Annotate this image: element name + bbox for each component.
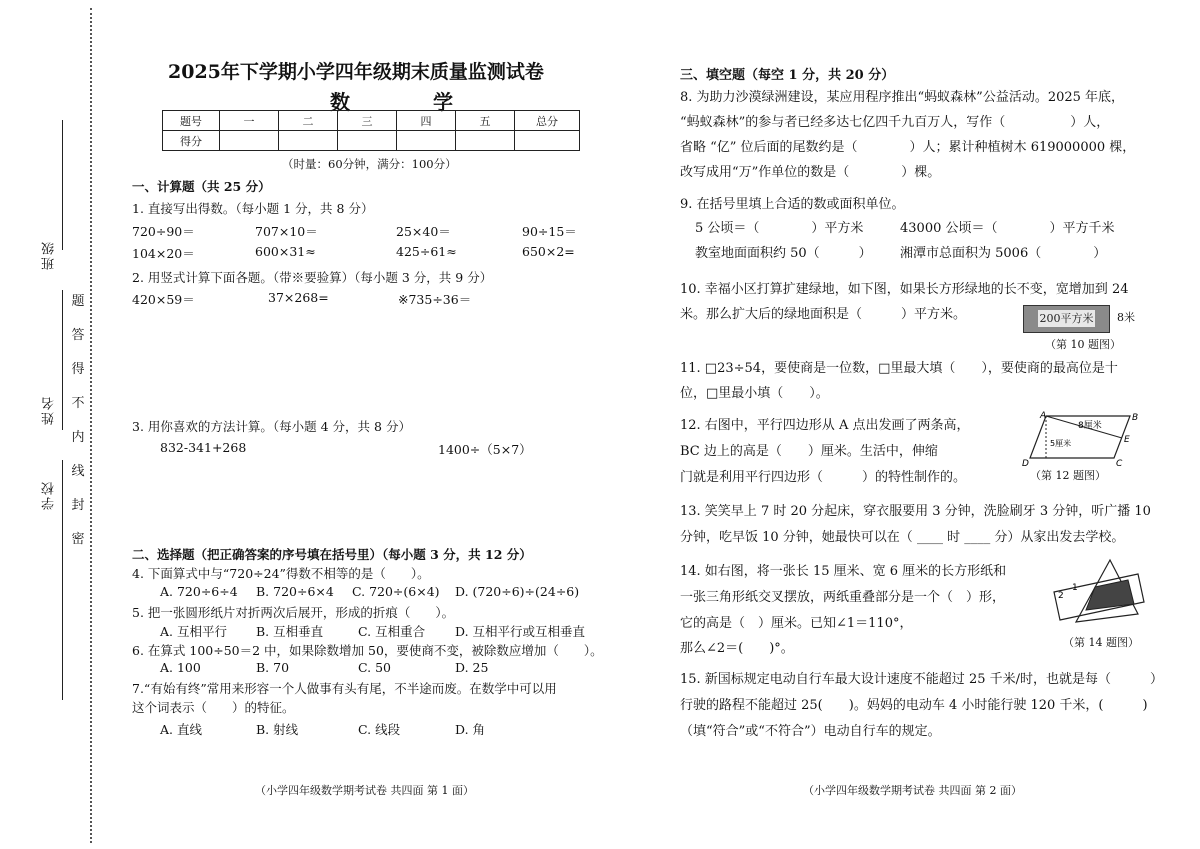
q5-option[interactable]: A. 互相平行 xyxy=(160,624,227,639)
q1-item: 25×40＝ xyxy=(396,224,451,239)
q14-overlap-figure xyxy=(1048,552,1148,627)
q8-line: 改写成用“万”作单位的数是（ ）棵。 xyxy=(680,165,941,180)
seal-char: 题 xyxy=(71,294,85,309)
seal-char: 封 xyxy=(71,498,85,513)
q10-rectangle-figure xyxy=(1023,305,1110,333)
score-cell: 五 xyxy=(456,111,515,131)
q14-line: 那么∠2＝( )°。 xyxy=(680,641,794,656)
q4-option[interactable]: B. 720÷6×4 xyxy=(256,584,334,599)
q7-option[interactable]: C. 线段 xyxy=(358,722,401,737)
q9-item: 湘潭市总面积为 5006（ ） xyxy=(900,246,1107,261)
q15-line: （填“符合”或“不符合”）电动自行车的规定。 xyxy=(680,724,941,739)
seal-char: 线 xyxy=(71,464,85,479)
q1-item: 425÷61≈ xyxy=(396,244,457,259)
q12-height-label: 5厘米 xyxy=(1050,439,1072,448)
q2-item: 37×268= xyxy=(268,290,329,305)
score-input-cell[interactable] xyxy=(279,131,338,151)
q15-line: 15. 新国标规定电动自行车最大设计速度不能超过 25 千米/时，也就是每（ ） xyxy=(680,672,1163,687)
q1-title: 1. 直接写出得数。（每小题 1 分，共 8 分） xyxy=(132,201,374,216)
score-table xyxy=(162,110,580,151)
q10-width-label: 8米 xyxy=(1117,311,1135,324)
q12-label-b: B xyxy=(1132,413,1138,423)
score-input-cell[interactable] xyxy=(220,131,279,151)
q12-caption: （第 12 题图） xyxy=(1030,469,1106,482)
score-input-cell[interactable] xyxy=(338,131,397,151)
score-cell: 三 xyxy=(338,111,397,131)
time-note: （时量：60分钟，满分：100分） xyxy=(282,157,457,171)
q12-label-d: D xyxy=(1022,459,1029,466)
q3-item: 832-341+268 xyxy=(160,440,247,455)
score-table-row xyxy=(163,111,580,131)
seal-text xyxy=(70,285,86,557)
name-label: 姓名 xyxy=(42,395,57,425)
school-label: 学校 xyxy=(42,480,57,510)
q9-item: 5 公顷＝（ ）平方米 xyxy=(695,221,864,236)
q5-stem: 5. 把一张圆形纸片对折两次后展开，形成的折痕（ ）。 xyxy=(132,605,455,620)
q14-angle-2: 2 xyxy=(1058,591,1064,601)
q12-label-c: C xyxy=(1116,459,1123,466)
q13-line: 13. 笑笑早上 7 时 20 分起床，穿衣服要用 3 分钟，洗脸刷牙 3 分钟，听广播 10 xyxy=(680,504,1151,519)
q4-stem: 4. 下面算式中与“720÷24”得数不相等的是（ ）。 xyxy=(132,566,430,581)
q2-item: ※735÷36＝ xyxy=(398,292,472,307)
q2-title: 2. 用竖式计算下面各题。（带※要验算）（每小题 3 分，共 9 分） xyxy=(132,270,493,285)
q6-option[interactable]: B. 70 xyxy=(256,660,290,675)
q1-item: 720÷90＝ xyxy=(132,224,195,239)
section-1-title: 一、计算题（共 25 分） xyxy=(132,179,271,194)
q8-line: “蚂蚁森林”的参与者已经多达七亿四千九百万人，写作（ ）人， xyxy=(680,115,1110,130)
subject-title: 数 学 xyxy=(330,90,491,114)
seal-char: 不 xyxy=(71,396,85,411)
q1-item: 104×20＝ xyxy=(132,246,195,261)
q7-stem-line2: 这个词表示（ ）的特征。 xyxy=(132,700,295,715)
seal-char: 得 xyxy=(71,362,85,377)
section-2-title: 二、选择题（把正确答案的序号填在括号里）（每小题 3 分，共 12 分） xyxy=(132,547,532,562)
q4-option[interactable]: D. (720÷6)÷(24÷6) xyxy=(455,584,580,599)
score-input-cell[interactable] xyxy=(456,131,515,151)
q4-option[interactable]: C. 720÷(6×4) xyxy=(352,584,440,599)
q7-option[interactable]: B. 射线 xyxy=(256,722,299,737)
score-cell: 题号 xyxy=(163,111,220,131)
page-1-footer: （小学四年级数学期考试卷 共四面 第 1 面） xyxy=(255,784,474,797)
q6-option[interactable]: D. 25 xyxy=(455,660,489,675)
q10-caption: （第 10 题图） xyxy=(1045,338,1121,351)
q9-item: 教室地面面积约 50（ ） xyxy=(695,246,872,261)
q6-stem: 6. 在算式 100÷50＝2 中，如果除数增加 50，要使商不变，被除数应增加（ ）。 xyxy=(132,643,603,658)
q14-line: 14. 如右图，将一张长 15 厘米、宽 6 厘米的长方形纸和 xyxy=(680,564,1007,579)
seal-dotted-line xyxy=(90,8,92,843)
q3-item: 1400÷（5×7） xyxy=(438,442,532,457)
q10-line: 米。那么扩大后的绿地面积是（ ）平方米。 xyxy=(680,307,967,322)
q12-label-a: A xyxy=(1040,411,1047,421)
section-3-title: 三、填空题（每空 1 分，共 20 分） xyxy=(680,68,895,83)
score-cell: 得分 xyxy=(163,131,220,151)
q12-parallelogram-figure xyxy=(1018,410,1138,466)
q13-line: 分钟，吃早饭 10 分钟，她最快可以在（ ____ 时 ____ 分）从家出发去学校。 xyxy=(680,530,1125,545)
q5-option[interactable]: B. 互相垂直 xyxy=(256,624,324,639)
school-blank-line xyxy=(62,460,63,700)
q1-item: 600×31≈ xyxy=(255,244,316,259)
q8-line: 8. 为助力沙漠绿洲建设，某应用程序推出“蚂蚁森林”公益活动。2025 年底， xyxy=(680,90,1125,105)
score-input-cell[interactable] xyxy=(397,131,456,151)
q2-item: 420×59＝ xyxy=(132,292,195,307)
q9-title: 9. 在括号里填上合适的数或面积单位。 xyxy=(680,197,905,212)
page-2-footer: （小学四年级数学期考试卷 共四面 第 2 面） xyxy=(803,784,1022,797)
q15-line: 行驶的路程不能超过 25( )。妈妈的电动车 4 小时能行驶 120 千米，( ) xyxy=(680,698,1148,713)
score-input-cell[interactable] xyxy=(515,131,580,151)
class-label: 班级 xyxy=(42,240,57,270)
score-cell: 总分 xyxy=(515,111,580,131)
q5-option[interactable]: C. 互相重合 xyxy=(358,624,426,639)
name-blank-line xyxy=(62,290,63,430)
q12-line: 门就是利用平行四边形（ ）的特性制作的。 xyxy=(680,470,967,485)
q14-caption: （第 14 题图） xyxy=(1063,636,1139,649)
q7-option[interactable]: A. 直线 xyxy=(160,722,202,737)
q5-option[interactable]: D. 互相平行或互相垂直 xyxy=(455,624,586,639)
q6-option[interactable]: A. 100 xyxy=(160,660,201,675)
q10-line: 10. 幸福小区打算扩建绿地，如下图，如果长方形绿地的长不变，宽增加到 24 xyxy=(680,282,1129,297)
q11-line: 11. □23÷54，要使商是一位数，□里最大填（ ），要使商的最高位是十 xyxy=(680,361,1118,376)
score-table-row xyxy=(163,131,580,151)
class-blank-line xyxy=(62,120,63,250)
q7-stem-line1: 7.“有始有终”常用来形容一个人做事有头有尾，不半途而废。在数学中可以用 xyxy=(132,681,557,696)
score-cell: 四 xyxy=(397,111,456,131)
seal-char: 内 xyxy=(71,430,85,445)
exam-title: 2025年下学期小学四年级期末质量监测试卷 xyxy=(168,61,544,83)
q12-line: 12. 右图中，平行四边形从 A 点出发画了两条高， xyxy=(680,418,970,433)
q4-option[interactable]: A. 720÷6÷4 xyxy=(160,584,238,599)
q14-line: 一张三角形纸交叉摆放，两纸重叠部分是一个（ ）形， xyxy=(680,590,1006,605)
q12-line: BC 边上的高是（ ）厘米。生活中，伸缩 xyxy=(680,444,938,459)
seal-char: 答 xyxy=(71,328,85,343)
q3-title: 3. 用你喜欢的方法计算。（每小题 4 分，共 8 分） xyxy=(132,419,411,434)
q6-option[interactable]: C. 50 xyxy=(358,660,391,675)
q11-line: 位，□里最小填（ ）。 xyxy=(680,386,829,401)
q1-item: 90÷15＝ xyxy=(522,224,577,239)
seal-char: 密 xyxy=(71,532,85,547)
q9-item: 43000 公顷＝（ ）平方千米 xyxy=(900,221,1115,236)
q1-item: 650×2= xyxy=(522,244,575,259)
q14-angle-1: 1 xyxy=(1072,583,1078,593)
score-cell: 二 xyxy=(279,111,338,131)
q14-line: 它的高是（ ）厘米。已知∠1＝110°， xyxy=(680,616,913,631)
score-cell: 一 xyxy=(220,111,279,131)
q8-line: 省略 “亿” 位后面的尾数约是（ ）人；累计种植树木 619000000 棵， xyxy=(680,140,1136,155)
q10-area-label: 200平方米 xyxy=(1039,312,1094,325)
q12-top-length: 8厘米 xyxy=(1078,421,1102,431)
q12-label-e: E xyxy=(1124,435,1130,445)
q7-option[interactable]: D. 角 xyxy=(455,722,486,737)
q1-item: 707×10＝ xyxy=(255,224,318,239)
